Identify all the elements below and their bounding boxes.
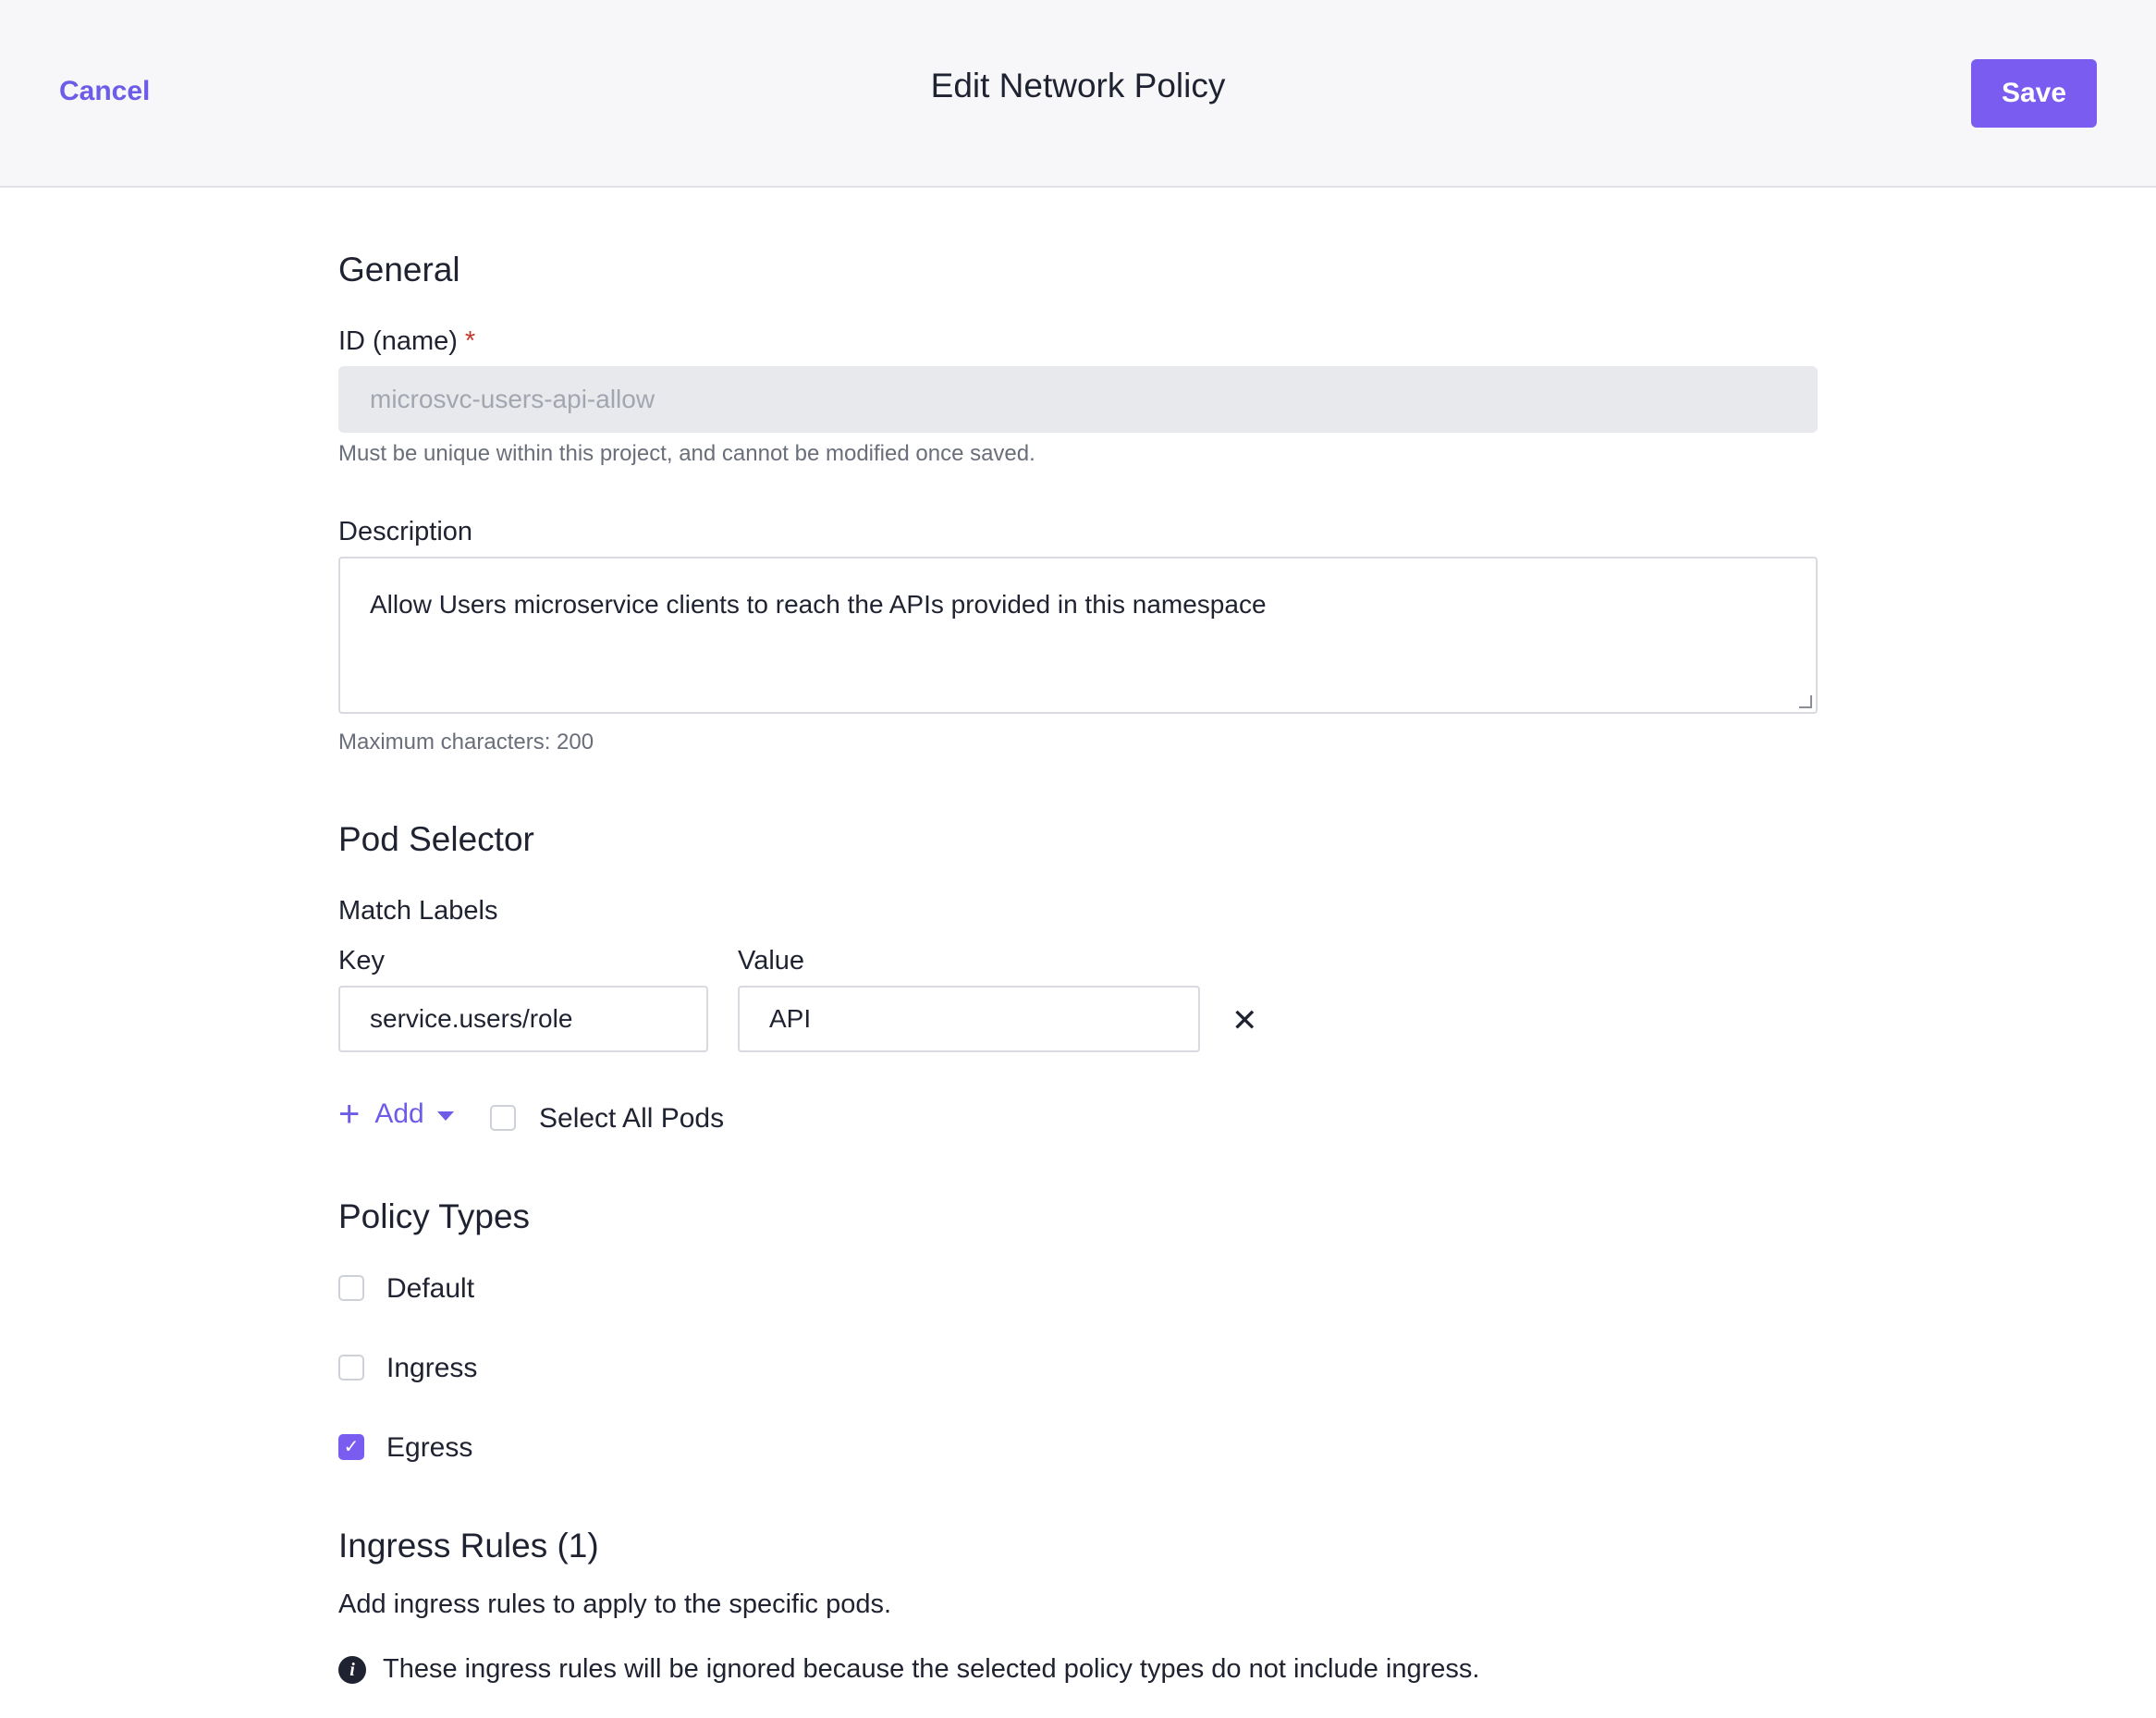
general-section-title: General (338, 251, 460, 288)
select-all-pods-checkbox[interactable] (490, 1105, 516, 1131)
id-input: microsvc-users-api-allow (338, 366, 1818, 433)
policy-types-section-title: Policy Types (338, 1197, 531, 1235)
description-value: Allow Users microservice clients to reach the APIs provided in this namespace (370, 590, 1267, 619)
policy-type-egress-checkbox[interactable] (338, 1434, 364, 1460)
top-bar (0, 0, 2156, 188)
description-textarea[interactable] (338, 557, 1818, 714)
required-marker: * (464, 326, 476, 356)
pod-selector-section-title: Pod Selector (338, 820, 534, 858)
cancel-button[interactable]: Cancel (59, 76, 151, 106)
value-column-header: Value (738, 946, 805, 976)
policy-type-ingress-label: Ingress (386, 1353, 478, 1383)
close-icon[interactable]: ✕ (1231, 1003, 1258, 1038)
policy-type-ingress-checkbox[interactable] (338, 1355, 364, 1381)
info-icon: i (338, 1656, 366, 1684)
page-title: Edit Network Policy (930, 67, 1226, 104)
description-label: Description (338, 517, 473, 546)
match-label-key-input[interactable]: service.users/role (338, 986, 708, 1052)
key-column-header: Key (338, 946, 385, 976)
check-icon: ✓ (343, 1437, 360, 1457)
ingress-rules-section-title: Ingress Rules (1) (338, 1527, 599, 1565)
caret-down-icon (437, 1111, 454, 1121)
description-help-text: Maximum characters: 200 (338, 730, 594, 755)
id-help-text: Must be unique within this project, and cannot be modified once saved. (338, 441, 1035, 466)
save-button[interactable]: Save (1971, 59, 2097, 128)
add-match-label-button[interactable] (338, 1096, 454, 1133)
select-all-pods-label: Select All Pods (539, 1103, 725, 1134)
ingress-rules-description: Add ingress rules to apply to the specific pods. (338, 1589, 892, 1619)
id-label (338, 326, 475, 357)
match-label-value-input[interactable]: API (738, 986, 1200, 1052)
resize-handle[interactable] (1799, 695, 1812, 708)
ingress-rules-warning: These ingress rules will be ignored because the selected policy types do not include ingress. (383, 1654, 1480, 1684)
plus-icon: + (338, 1094, 361, 1135)
match-labels-title: Match Labels (338, 896, 498, 926)
policy-type-default-checkbox[interactable] (338, 1275, 364, 1301)
policy-type-default-label: Default (386, 1273, 475, 1304)
id-label-text: ID (name) (338, 326, 458, 356)
add-label: Add (374, 1098, 424, 1129)
policy-type-egress-label: Egress (386, 1432, 473, 1463)
